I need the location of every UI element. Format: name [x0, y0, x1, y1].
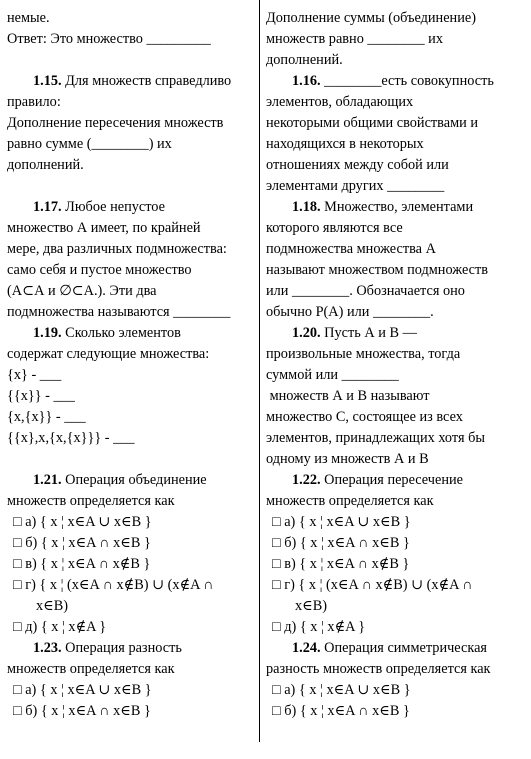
- question-text: Операция симметрическая: [324, 640, 487, 656]
- question-text: некоторыми общими свойствами и: [266, 115, 478, 131]
- question-number: 1.20.: [292, 325, 321, 341]
- question-text: одному из множеств А и В: [266, 451, 429, 467]
- set-item: {{x},x,{x,{x}}} - ___: [7, 430, 135, 446]
- question-text: отношениях между собой или: [266, 157, 449, 173]
- question-text: множество А имеет, по крайней: [7, 220, 201, 236]
- question-number: 1.15.: [33, 73, 62, 89]
- text-line: немые.: [7, 10, 50, 26]
- question-number: 1.17.: [33, 199, 62, 215]
- question-text: суммой или ________: [266, 367, 399, 383]
- answer-option-c[interactable]: □ в) { x ¦ x∈A ∩ x∉B }: [13, 556, 151, 572]
- question-1-16: [266, 71, 524, 197]
- question-number: 1.21.: [33, 472, 62, 488]
- question-text: множеств определяется как: [7, 661, 175, 677]
- question-text: ________есть совокупность: [324, 73, 494, 89]
- question-text: Пусть А и В —: [324, 325, 417, 341]
- question-text: элементами других ________: [266, 178, 445, 194]
- question-text: разность множеств определяется как: [266, 661, 491, 677]
- answer-option-b[interactable]: □ б) { x ¦ x∈A ∩ x∈B }: [13, 703, 151, 719]
- answer-option-d-cont: x∈B): [36, 598, 69, 614]
- answer-line: Ответ: Это множество _________: [7, 31, 211, 47]
- question-1-22: [266, 470, 524, 638]
- question-text: Дополнение пересечения множеств: [7, 115, 224, 131]
- question-text: обычно Р(А) или ________.: [266, 304, 434, 320]
- answer-option-a[interactable]: □ а) { x ¦ x∈A ∪ x∈B }: [13, 514, 152, 530]
- question-1-15: [7, 71, 254, 176]
- column-divider: [259, 0, 260, 742]
- question-text: Операция пересечение: [324, 472, 463, 488]
- question-1-23: [7, 638, 254, 722]
- question-text: произвольные множества, тогда: [266, 346, 461, 362]
- question-text: которого являются все: [266, 220, 403, 236]
- question-text: Операция объединение: [65, 472, 207, 488]
- question-1-24: [266, 638, 524, 722]
- answer-option-b[interactable]: □ б) { x ¦ x∈A ∩ x∈B }: [272, 535, 410, 551]
- question-text: множеств определяется как: [266, 493, 434, 509]
- question-text: называют множеством подмножеств: [266, 262, 488, 278]
- question-text: элементов, обладающих: [266, 94, 414, 110]
- question-text: мере, два различных подмножества:: [7, 241, 227, 257]
- answer-option-a[interactable]: □ а) { x ¦ x∈A ∪ x∈B }: [272, 514, 411, 530]
- answer-option-e[interactable]: □ д) { x ¦ x∉A }: [13, 619, 107, 635]
- set-item: {x,{x}} - ___: [7, 409, 86, 425]
- question-text: элементов, принадлежащих хотя бы: [266, 430, 485, 446]
- answer-option-b[interactable]: □ б) { x ¦ x∈A ∩ x∈B }: [272, 703, 410, 719]
- question-1-20: [266, 323, 524, 470]
- question-number: 1.16.: [292, 73, 321, 89]
- question-text: множеств определяется как: [7, 493, 175, 509]
- text-line: Дополнение суммы (объединение): [266, 10, 476, 26]
- answer-option-d[interactable]: □ г) { x ¦ (x∈A ∩ x∉B) ∪ (x∉A ∩: [272, 577, 473, 593]
- question-number: 1.19.: [33, 325, 62, 341]
- set-item: {{x}} - ___: [7, 388, 75, 404]
- answer-option-e[interactable]: □ д) { x ¦ x∉A }: [272, 619, 366, 635]
- question-text: множеств А и В называют: [266, 388, 430, 404]
- answer-option-a[interactable]: □ а) { x ¦ x∈A ∪ x∈B }: [272, 682, 411, 698]
- answer-option-a[interactable]: □ а) { x ¦ x∈A ∪ x∈B }: [13, 682, 152, 698]
- question-number: 1.22.: [292, 472, 321, 488]
- left-column: [7, 8, 254, 722]
- set-item: {x} - ___: [7, 367, 62, 383]
- text-line: множеств равно ________ их: [266, 31, 443, 47]
- question-text: Сколько элементов: [65, 325, 181, 341]
- question-text: Любое непустое: [65, 199, 165, 215]
- question-text: Множество, элементами: [324, 199, 474, 215]
- question-text: множество С, состоящее из всех: [266, 409, 463, 425]
- question-number: 1.24.: [292, 640, 321, 656]
- question-number: 1.23.: [33, 640, 62, 656]
- answer-option-c[interactable]: □ в) { x ¦ x∈A ∩ x∉B }: [272, 556, 410, 572]
- question-1-19: [7, 323, 254, 449]
- question-text: подмножества называются ________: [7, 304, 231, 320]
- question-text: правило:: [7, 94, 61, 110]
- question-text: Для множеств справедливо: [65, 73, 232, 89]
- answer-option-d-cont: x∈B): [295, 598, 328, 614]
- text-line: дополнений.: [266, 52, 343, 68]
- question-1-18: [266, 197, 524, 323]
- question-text: находящихся в некоторых: [266, 136, 424, 152]
- question-text: содержат следующие множества:: [7, 346, 210, 362]
- question-text: Операция разность: [65, 640, 182, 656]
- answer-option-b[interactable]: □ б) { x ¦ x∈A ∩ x∈B }: [13, 535, 151, 551]
- question-text: дополнений.: [7, 157, 84, 173]
- question-text: (А⊂А и ∅⊂А.). Эти два: [7, 283, 157, 299]
- question-text: или ________. Обозначается оно: [266, 283, 465, 299]
- question-text: подмножества множества А: [266, 241, 436, 257]
- right-column: [266, 8, 524, 722]
- question-text: само себя и пустое множество: [7, 262, 192, 278]
- question-1-17: [7, 197, 254, 323]
- answer-option-d[interactable]: □ г) { x ¦ (x∈A ∩ x∉B) ∪ (x∉A ∩: [13, 577, 214, 593]
- question-number: 1.18.: [292, 199, 321, 215]
- question-1-21: [7, 470, 254, 638]
- question-text: равно сумме (________) их: [7, 136, 172, 152]
